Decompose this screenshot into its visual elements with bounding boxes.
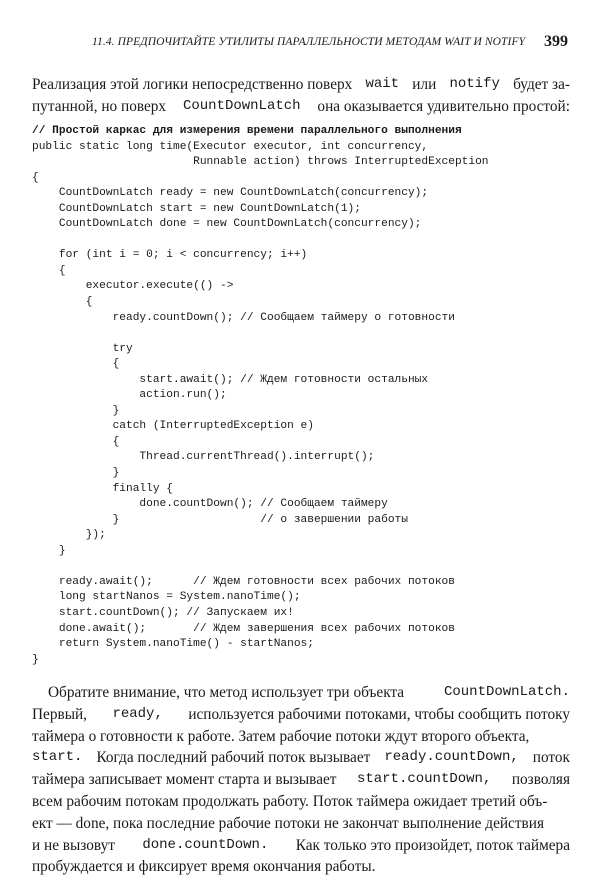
code-line bbox=[32, 233, 572, 249]
code-line bbox=[32, 326, 572, 342]
text-line: и не вызовут done.countDown. Как только это произойдет, поток таймера bbox=[32, 836, 570, 854]
text-line: пробуждается и фиксирует время окончания работы. bbox=[32, 858, 376, 876]
body-paragraph bbox=[32, 682, 570, 878]
code-line bbox=[32, 559, 572, 575]
code-line: } bbox=[32, 404, 120, 417]
code-line: } bbox=[32, 467, 120, 480]
code-comment-heading: // Простой каркас для измерения времени параллельного выполнения bbox=[32, 125, 462, 137]
code-line: } bbox=[32, 653, 39, 666]
page-number: 399 bbox=[544, 33, 568, 50]
code-line: }); bbox=[32, 529, 106, 542]
page-header bbox=[88, 34, 568, 54]
code-line: ready.await(); // Ждем готовности всех рабочих потоков bbox=[32, 575, 455, 588]
code-line: { bbox=[32, 171, 39, 184]
code-listing bbox=[32, 124, 572, 668]
code-line: try bbox=[32, 342, 133, 355]
code-line: { bbox=[32, 358, 120, 371]
code-line: CountDownLatch start = new CountDownLatch(1); bbox=[32, 202, 361, 215]
code-line: done.await(); // Ждем завершения всех рабочих потоков bbox=[32, 622, 455, 635]
code-line: CountDownLatch ready = new CountDownLatch(concurrency); bbox=[32, 187, 429, 200]
code-line: CountDownLatch done = new CountDownLatch(concurrency); bbox=[32, 218, 422, 231]
text-line: Первый, ready, используется рабочими потоками, чтобы сообщить потоку bbox=[32, 705, 570, 723]
code-line: return System.nanoTime() - startNanos; bbox=[32, 638, 314, 651]
text-line: ект — done, пока последние рабочие потоки не закончат выполнение действия bbox=[32, 814, 544, 832]
code-line: start.countDown(); // Запускаем их! bbox=[32, 606, 294, 619]
code-line: { bbox=[32, 264, 66, 277]
code-line: public static long time(Executor executor, int concurrency, bbox=[32, 140, 429, 153]
text-line: путанной, но поверх CountDownLatch она оказывается удивительно простой: bbox=[32, 97, 570, 115]
code-line: } bbox=[32, 544, 66, 557]
text-line: таймера записывает момент старта и вызывает start.countDown, позволяя bbox=[32, 771, 570, 789]
running-title: 11.4. ПРЕДПОЧИТАЙТЕ УТИЛИТЫ ПАРАЛЛЕЛЬНОСТИ МЕТОДАМ WAIT И NOTIFY bbox=[92, 36, 526, 48]
text-line: всем рабочим потокам продолжать работу. Поток таймера ожидает третий объ- bbox=[32, 792, 548, 810]
code-line: catch (InterruptedException e) bbox=[32, 420, 314, 433]
code-line: { bbox=[32, 296, 93, 309]
code-line: action.run(); bbox=[32, 389, 227, 402]
code-line: Runnable action) throws InterruptedException bbox=[32, 156, 489, 169]
code-line: long startNanos = System.nanoTime(); bbox=[32, 591, 301, 604]
text-line: start. Когда последний рабочий поток вызывает ready.countDown, поток bbox=[32, 749, 570, 767]
code-line: executor.execute(() -> bbox=[32, 280, 234, 293]
code-line: for (int i = 0; i < concurrency; i++) bbox=[32, 249, 308, 262]
code-line: Thread.currentThread().interrupt(); bbox=[32, 451, 375, 464]
text-line: Реализация этой логики непосредственно поверх wait или notify будет за- bbox=[32, 76, 570, 93]
text-line: таймера о готовности к работе. Затем рабочие потоки ждут второго объекта, bbox=[32, 727, 530, 745]
code-line: { bbox=[32, 435, 120, 448]
text-line: Обратите внимание, что метод использует три объекта CountDownLatch. bbox=[48, 684, 570, 701]
code-line: start.await(); // Ждем готовности остальных bbox=[32, 373, 429, 386]
intro-paragraph bbox=[32, 74, 570, 118]
code-line: finally { bbox=[32, 482, 173, 495]
code-line: } // о завершении работы bbox=[32, 513, 408, 526]
code-line: done.countDown(); // Сообщаем таймеру bbox=[32, 498, 388, 511]
code-line: ready.countDown(); // Сообщаем таймеру о готовности bbox=[32, 311, 455, 324]
